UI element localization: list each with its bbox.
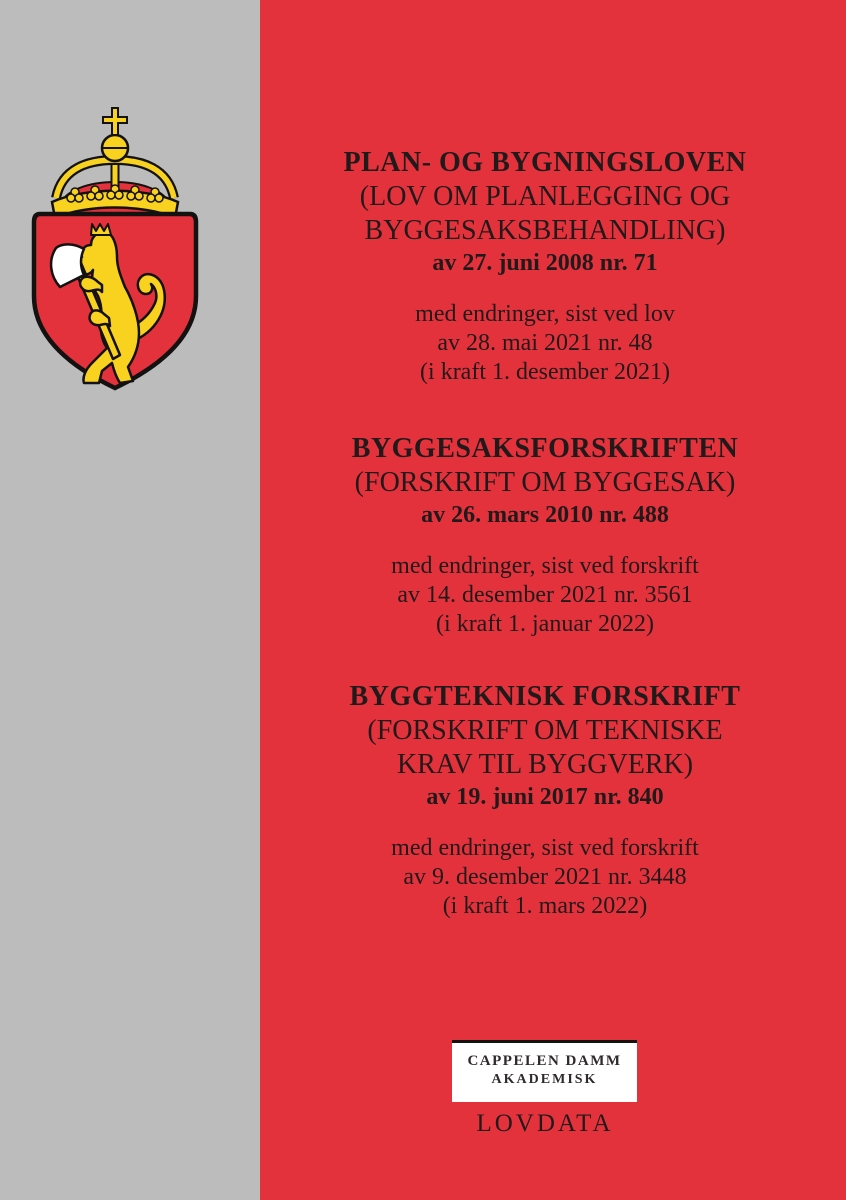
- law-subtitle-line: KRAV TIL BYGGVERK): [396, 749, 694, 780]
- amendment-line: av 9. desember 2021 nr. 3448: [403, 864, 687, 890]
- law-title: BYGGTEKNISK FORSKRIFT: [349, 681, 741, 712]
- amendment-line: (i kraft 1. januar 2022): [436, 611, 654, 637]
- amendment-line: (i kraft 1. desember 2021): [420, 359, 670, 385]
- publisher-imprint-akademisk: AKADEMISK: [491, 1072, 598, 1087]
- amendment-line: med endringer, sist ved forskrift: [391, 835, 699, 861]
- amendment-line: (i kraft 1. mars 2022): [442, 893, 648, 919]
- law-enacted-date: av 26. mars 2010 nr. 488: [421, 502, 669, 528]
- publisher-logo-box: [452, 1040, 637, 1102]
- norwegian-coat-of-arms-icon: [30, 106, 200, 394]
- amendment-line: av 28. mai 2021 nr. 48: [437, 330, 653, 356]
- law-enacted-date: av 19. juni 2017 nr. 840: [426, 784, 664, 810]
- law-title: PLAN- OG BYGNINGSLOVEN: [343, 147, 747, 178]
- law-subtitle-line: (LOV OM PLANLEGGING OG: [359, 181, 731, 212]
- law-enacted-date: av 27. juni 2008 nr. 71: [432, 250, 658, 276]
- law-subtitle-line: (FORSKRIFT OM TEKNISKE: [367, 715, 723, 746]
- amendment-line: med endringer, sist ved forskrift: [391, 553, 699, 579]
- law-subtitle-line: (FORSKRIFT OM BYGGESAK): [354, 467, 736, 498]
- law-amendments: [260, 834, 830, 921]
- amendment-line: av 14. desember 2021 nr. 3561: [397, 582, 693, 608]
- law-title: BYGGESAKSFORSKRIFTEN: [351, 433, 739, 464]
- law-section-byggesaksforskriften: [260, 432, 830, 639]
- law-subtitle-line: BYGGESAKSBEHANDLING): [364, 215, 726, 246]
- law-amendments: [260, 552, 830, 639]
- publisher-name: CAPPELEN DAMM: [467, 1053, 622, 1069]
- publisher-lovdata: LOVDATA: [476, 1110, 614, 1137]
- cover-red-panel: [260, 0, 846, 1200]
- law-amendments: [260, 300, 830, 387]
- law-section-byggteknisk-forskrift: [260, 680, 830, 921]
- amendment-line: med endringer, sist ved lov: [415, 301, 675, 327]
- law-section-plan-og-bygningsloven: [260, 146, 830, 387]
- spine-gray-column: [0, 0, 260, 1200]
